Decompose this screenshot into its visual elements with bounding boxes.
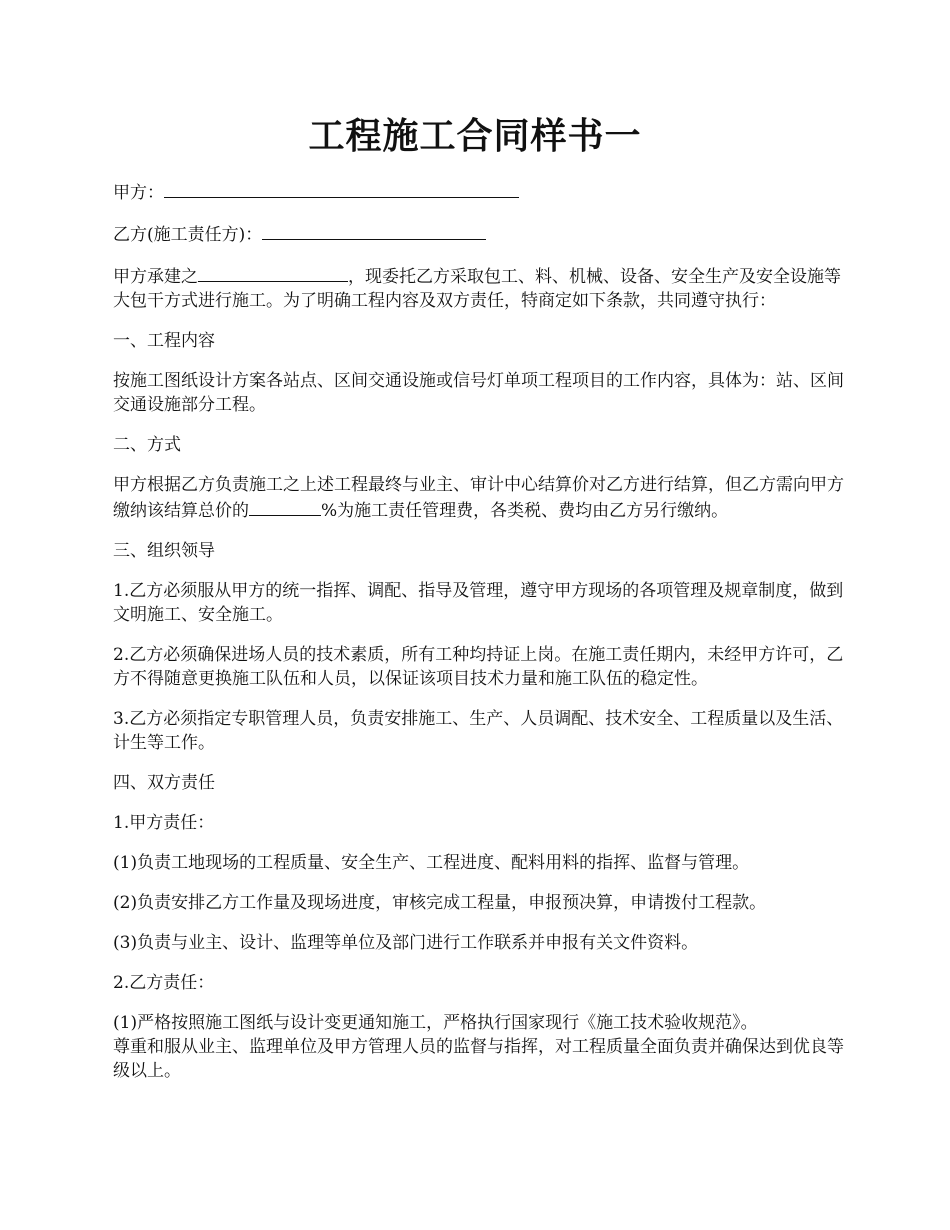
- party-b-blank: [262, 221, 486, 240]
- party-a-blank: [164, 179, 519, 198]
- intro-text-start: 甲方承建之: [113, 267, 198, 287]
- document-body: [113, 179, 846, 1099]
- party-b-responsibility-heading: 2.乙方责任：: [113, 973, 215, 993]
- party-a-responsibility-heading: 1.甲方责任：: [113, 813, 215, 833]
- project-name-blank: [198, 263, 348, 282]
- party-a-responsibility-item: (1)负责工地现场的工程质量、安全生产、工程进度、配料用料的指挥、监督与管理。: [113, 853, 750, 873]
- section-heading-content: 一、工程内容: [113, 331, 215, 351]
- section-heading-organization: 三、组织领导: [113, 541, 215, 561]
- party-b-item-line2: 尊重和服从业主、监理单位及甲方管理人员的监督与指挥，对工程质量全面负责并确保达到优良等级以上。: [113, 1037, 844, 1081]
- party-a-responsibility-item: (3)负责与业主、设计、监理等单位及部门进行工作联系并申报有关文件资料。: [113, 933, 699, 953]
- party-b-item-line1: (1)严格按照施工图纸与设计变更通知施工，严格执行国家现行《施工技术验收规范》。: [113, 1013, 758, 1033]
- party-a-responsibility-item: (2)负责安排乙方工作量及现场进度，审核完成工程量，申报预决算，申请拨付工程款。: [113, 893, 767, 913]
- party-b-responsibility-item: [113, 1011, 846, 1083]
- organization-item: 1.乙方必须服从甲方的统一指挥、调配、指导及管理，遵守甲方现场的各项管理及规章制度，做到文明施工、安全施工。: [113, 581, 844, 625]
- party-b-line: [113, 221, 846, 247]
- organization-item: 3.乙方必须指定专职管理人员，负责安排施工、生产、人员调配、技术安全、工程质量以及生活、计生等工作。: [113, 709, 844, 753]
- section-heading-method: 二、方式: [113, 435, 181, 455]
- section-method-body: [113, 473, 846, 523]
- party-a-line: [113, 179, 846, 205]
- document-title: 工程施工合同样书一: [308, 115, 642, 157]
- section-heading-responsibilities: 四、双方责任: [113, 773, 215, 793]
- intro-text-rest: ，现委托乙方采取包工、料、机械、设备、安全生产及安全设施等大包干方式进行施工。为了明确工程内容及双方责任，特商定如下条款，共同遵守执行：: [113, 267, 841, 311]
- organization-item: 2.乙方必须确保进场人员的技术素质，所有工种均持证上岗。在施工责任期内，未经甲方许可，乙方不得随意更换施工队伍和人员，以保证该项目技术力量和施工队伍的稳定性。: [113, 645, 844, 689]
- method-text-start: 甲方根据乙方负责施工之上述工程最终与业主、审计中心结算价对乙方进行结算，但乙方需向甲方缴纳该结算总价的: [113, 475, 844, 521]
- party-b-label: 乙方(施工责任方)：: [113, 225, 263, 245]
- section-content-body: 按施工图纸设计方案各站点、区间交通设施或信号灯单项工程项目的工作内容，具体为：站、区间交通设施部分工程。: [113, 371, 844, 415]
- party-a-label: 甲方：: [113, 183, 164, 203]
- intro-paragraph: [113, 263, 846, 313]
- fee-percent-blank: [249, 497, 321, 516]
- method-text-rest: %为施工责任管理费，各类税、费均由乙方另行缴纳。: [321, 501, 729, 521]
